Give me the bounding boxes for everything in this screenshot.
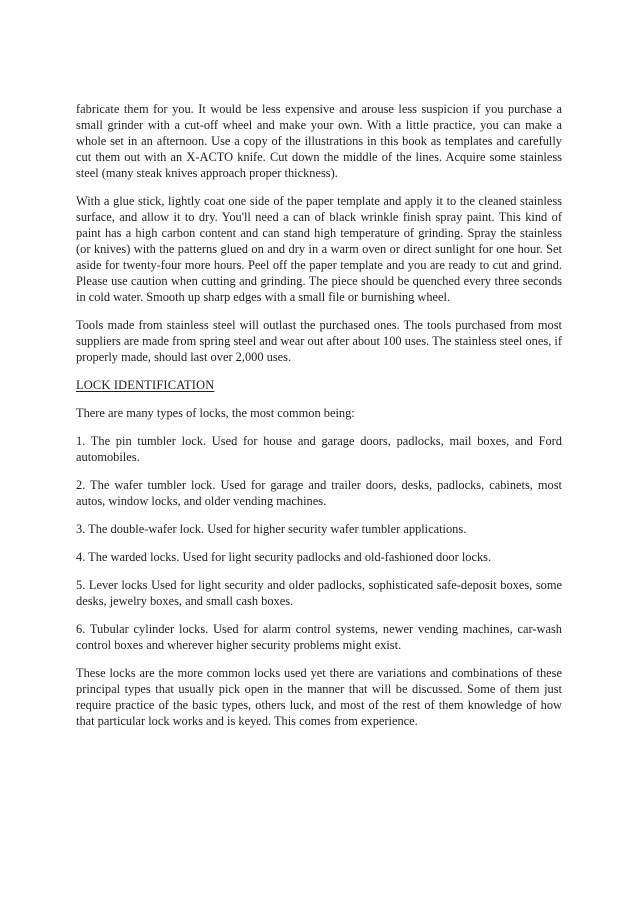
lock-type-item-double-wafer: 3. The double-wafer lock. Used for higher security wafer tumbler applications. (76, 522, 467, 536)
paragraph-fabricate-tools: fabricate them for you. It would be less expensive and arouse less suspicion if you purchase a small grinder with a cut-off wheel and make your own. With a little practice, you can make a whole set in an afternoon. Use a copy of the illustrations in this book as templates and carefully cut them out with an X-ACTO knife. Cut down the middle of the lines. Acquire some stainless steel (many steak knives approach proper thickness). (76, 102, 562, 180)
paragraph-glue-stick-template: With a glue stick, lightly coat one side of the paper template and apply it to the cleaned stainless surface, and allow it to dry. You'll need a can of black wrinkle finish spray paint. This kind of paint has a high carbon content and can stand high temperature of grinding. Spray the stainless (or knives) with the patterns glued on and dry in a warm oven or direct sunlight for one hour. Set aside for twenty-four more hours. Peel off the paper template and you are ready to cut and grind. Please use caution when cutting and grinding. The piece should be quenched every three seconds in cold water. Smooth up sharp edges with a small file or burnishing wheel. (76, 194, 562, 304)
lock-type-item-pin-tumbler: 1. The pin tumbler lock. Used for house and garage doors, padlocks, mail boxes, and Ford automobiles. (76, 434, 562, 464)
lock-type-item-lever: 5. Lever locks Used for light security and older padlocks, sophisticated safe-deposit boxes, some desks, jewelry boxes, and small cash boxes. (76, 578, 562, 608)
lock-type-item-tubular-cylinder: 6. Tubular cylinder locks. Used for alarm control systems, newer vending machines, car-wash control boxes and wherever higher security problems might exist. (76, 622, 562, 652)
section-heading-lock-identification: LOCK IDENTIFICATION (76, 378, 215, 392)
paragraph-stainless-durability: Tools made from stainless steel will outlast the purchased ones. The tools purchased from most suppliers are made from spring steel and wear out after about 100 uses. The stainless steel ones, if properly made, should last over 2,000 uses. (76, 318, 562, 364)
paragraph-closing-variations: These locks are the more common locks used yet there are variations and combinations of these principal types that usually pick open in the manner that will be discussed. Some of them just require practice of the basic types, others luck, and most of the rest of them knowledge of how that particular lock works and is keyed. This comes from experience. (76, 666, 562, 728)
paragraph-lock-types-lead-in: There are many types of locks, the most common being: (76, 406, 355, 420)
lock-type-item-wafer-tumbler: 2. The wafer tumbler lock. Used for garage and trailer doors, desks, padlocks, cabinets, most autos, window locks, and older vending machines. (76, 478, 562, 508)
lock-type-item-warded: 4. The warded locks. Used for light security padlocks and old-fashioned door locks. (76, 550, 492, 564)
page-content (76, 101, 562, 741)
